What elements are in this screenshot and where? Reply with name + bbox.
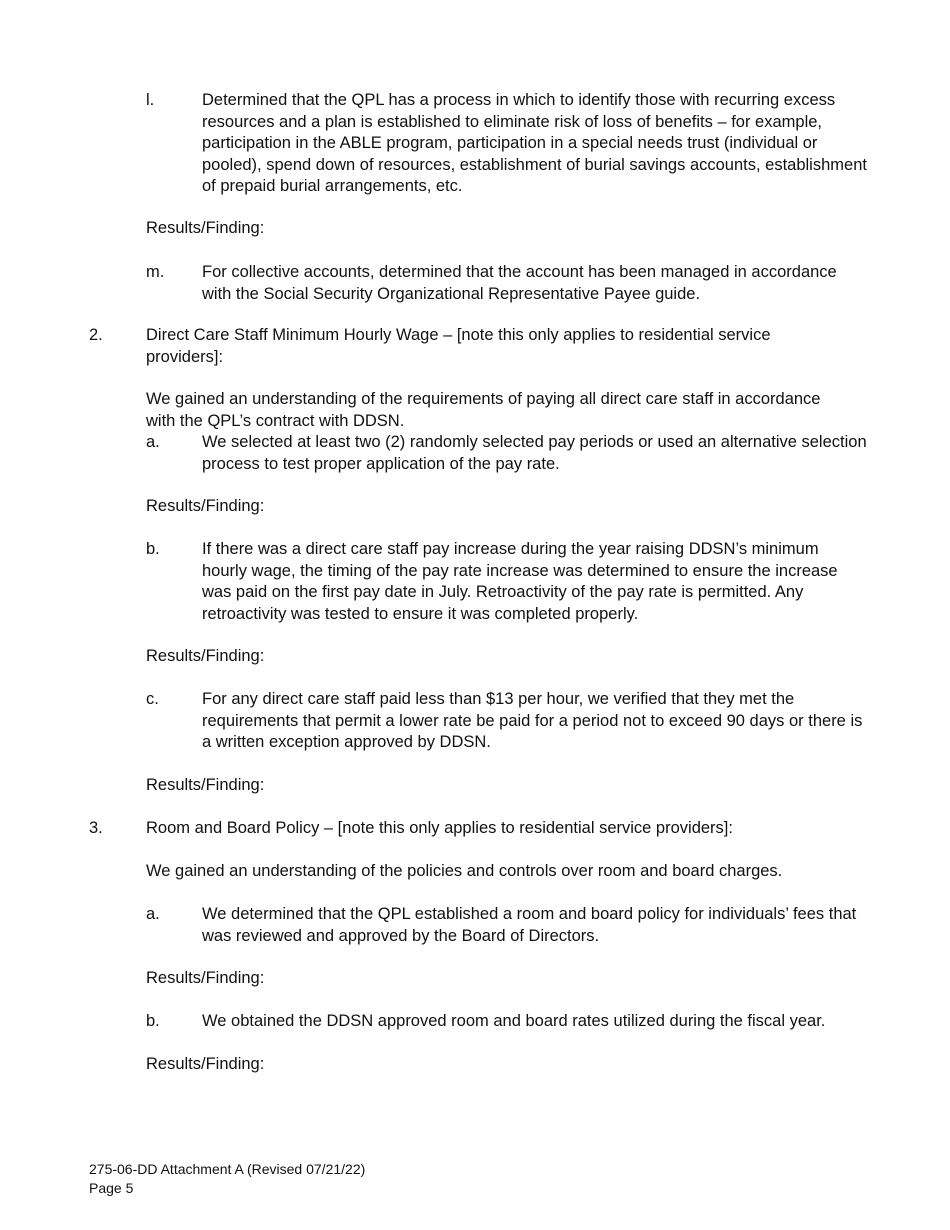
results-finding: Results/Finding:	[146, 497, 265, 515]
item-text: For collective accounts, determined that the account has been managed in accordance with the Social Security Organizational Representative Payee guide.	[202, 263, 837, 303]
section-number: 2.	[89, 326, 103, 344]
item-text: We obtained the DDSN approved room and board rates utilized during the fiscal year.	[202, 1012, 826, 1030]
results-finding: Results/Finding:	[146, 969, 265, 987]
section-3-intro: We gained an understanding of the policies and controls over room and board charges.	[146, 862, 783, 880]
page-footer	[89, 1160, 365, 1198]
results-finding: Results/Finding:	[146, 776, 265, 794]
item-label: l.	[146, 91, 155, 109]
results-finding: Results/Finding:	[146, 647, 265, 665]
section-title: Direct Care Staff Minimum Hourly Wage – [note this only applies to residential service providers]:	[146, 326, 771, 366]
results-finding: Results/Finding:	[146, 219, 265, 237]
section-number: 3.	[89, 819, 103, 837]
item-text: If there was a direct care staff pay increase during the year raising DDSN’s minimum hourly wage, the timing of the pay rate increase was determined to ensure the increase was paid on the first pay date in July. Retroactivity of the pay rate is permitted. Any retroactivity was tested to ensure it was completed properly.	[202, 540, 838, 623]
item-label: a.	[146, 433, 160, 451]
results-finding: Results/Finding:	[146, 1055, 265, 1073]
item-label: a.	[146, 905, 160, 923]
item-text: We determined that the QPL established a room and board policy for individuals’ fees that was reviewed and approved by the Board of Directors.	[202, 905, 857, 945]
section-2-intro: We gained an understanding of the requirements of paying all direct care staff in accordance with the QPL’s contract with DDSN.	[146, 390, 821, 430]
item-label: b.	[146, 540, 160, 558]
section-title: Room and Board Policy – [note this only applies to residential service providers]:	[146, 819, 733, 837]
footer-page-number: Page 5	[89, 1180, 134, 1196]
footer-form-id: 275-06-DD Attachment A (Revised 07/21/22)	[89, 1161, 366, 1177]
item-label: m.	[146, 263, 165, 281]
item-label: c.	[146, 690, 159, 708]
item-text: We selected at least two (2) randomly selected pay periods or used an alternative selection process to test proper application of the pay rate.	[202, 433, 867, 473]
item-text: For any direct care staff paid less than $13 per hour, we verified that they met the requirements that permit a lower rate be paid for a period not to exceed 90 days or there is a written exception approved by DDSN.	[202, 690, 863, 751]
item-label: b.	[146, 1012, 160, 1030]
item-text: Determined that the QPL has a process in which to identify those with recurring excess resources and a plan is established to eliminate risk of loss of benefits – for example, participation in the ABLE program, participation in a special needs trust (individual or pooled), spend down of resources, establishment of burial savings accounts, establishment of prepaid burial arrangements, etc.	[202, 91, 867, 195]
